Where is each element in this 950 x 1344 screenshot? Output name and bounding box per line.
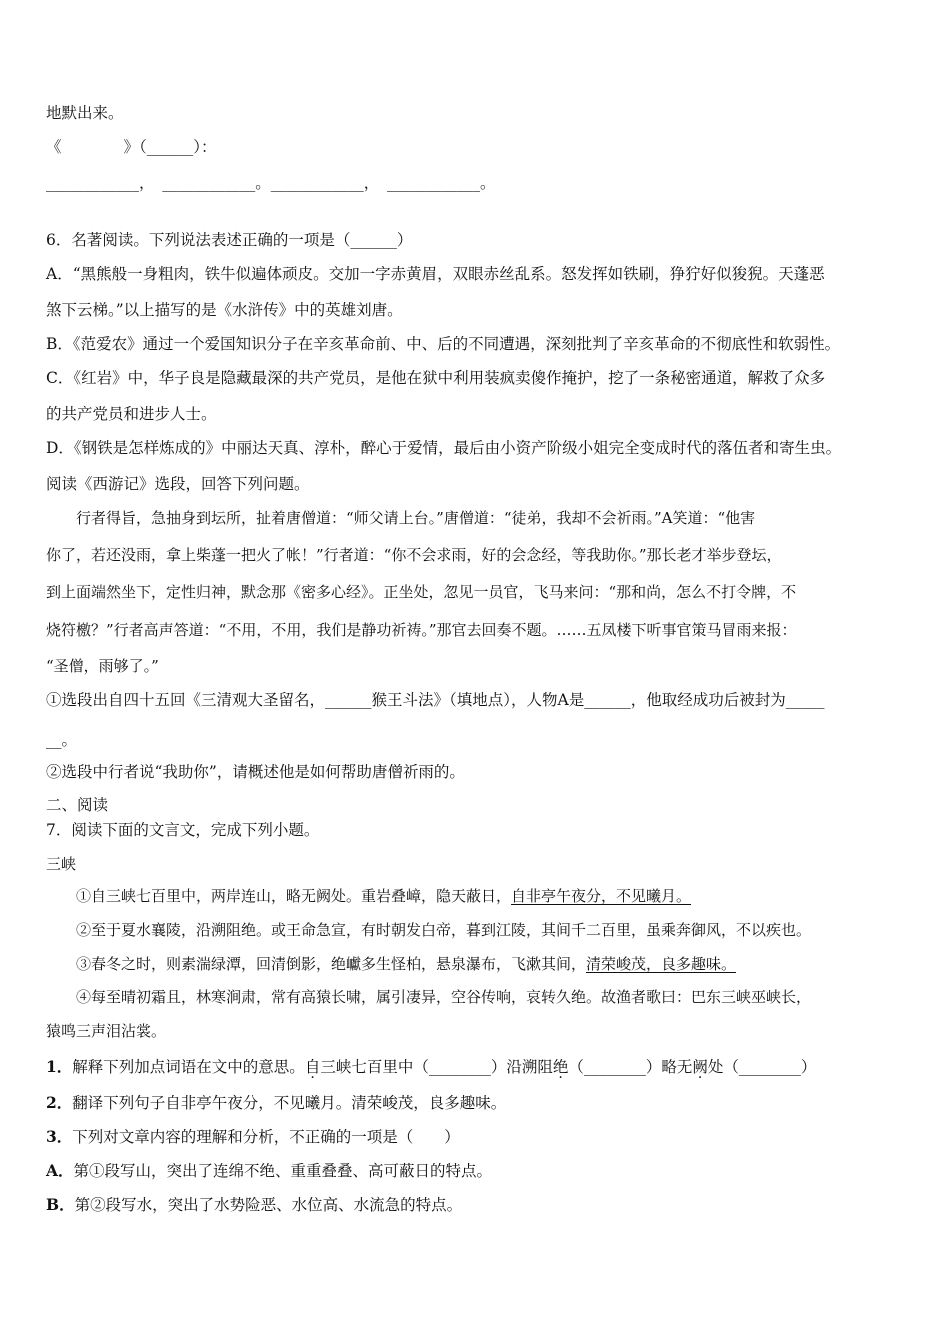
passage-paragraph-3	[46, 954, 736, 974]
exercise-3	[46, 1127, 460, 1147]
option-c: C．《红岩》中，华子良是隐藏最深的共产党员，是他在狱中利用装疯卖傻作掩护，挖了一条秘密通道，解救了众多	[46, 369, 826, 387]
reading-intro: 阅读《西游记》选段，回答下列问题。	[46, 475, 310, 493]
passage-paragraph-2: ②至于夏水襄陵，沿溯阻绝。或王命急宣，有时朝发白帝，暮到江陵，其间千二百里，虽乘奔御风，不以疾也。	[46, 921, 812, 939]
option-c-cont: 的共产党员和进步人士。	[46, 405, 217, 423]
sub-question-1: ①选段出自四十五回《三清观大圣留名，______猴王斗法》（填地点），人物A是______，他取经成功后被封为_____	[46, 691, 825, 709]
option-b: B．《范爱农》通过一个爱国知识分子在辛亥革命前、中、后的不同遭遇，深刻批判了辛亥革命的不彻底性和软弱性。	[46, 335, 841, 353]
passage-line: 你了，若还没雨，拿上柴蓬一把火了帐！”行者道：“你不会求雨，好的会念经，等我助你。”那长老才举步登坛，	[46, 546, 782, 564]
exercise-number: 2．	[46, 1093, 73, 1112]
passage-paragraph-1	[46, 886, 691, 906]
passage-title: 三峡	[46, 855, 77, 873]
dotted-word: 自	[304, 1058, 321, 1076]
option-label: B．	[46, 1195, 75, 1214]
exercise-text: 翻译下列句子自非亭午夜分，不见曦月。清荣峻茂，良多趣味。	[72, 1094, 507, 1112]
fill-blank-line: 《 》（______）：	[46, 138, 217, 156]
passage-paragraph-4: ④每至晴初霜且，林寒涧肃，常有高猿长啸，属引凄异，空谷传响，哀转久绝。故渔者歌曰：巴东三峡巫峡长，	[46, 988, 812, 1006]
passage-line: “圣僧，雨够了。”	[46, 657, 159, 675]
option-text: 第②段写水，突出了水势险恶、水位高、水流急的特点。	[74, 1196, 463, 1214]
option-a-cont: 煞下云梯。”以上描写的是《水浒传》中的英雄刘唐。	[46, 301, 403, 319]
option-label: A．	[46, 1161, 74, 1180]
dotted-word: 绝	[552, 1058, 569, 1076]
exercise-text: 三峡七百里中（________）沿溯阻	[320, 1058, 553, 1076]
passage-line: 到上面端然坐下，定性归神，默念那《密多心经》。正坐处，忽见一员官，飞马来问：“那和尚，怎么不打令牌，不	[46, 583, 797, 601]
exercise-text: 下列对文章内容的理解和分析，不正确的一项是（ ）	[72, 1128, 460, 1146]
exercise-option-a	[46, 1161, 492, 1181]
exercise-text: （________）略无	[568, 1058, 693, 1076]
exercise-number: 1．	[46, 1057, 73, 1076]
passage-line: 烧符檄？”行者高声答道：“不用，不用，我们是静功祈祷。”那官去回奏不题。……五凤楼下听事官策马冒雨来报：	[46, 621, 797, 639]
fill-blank-line: ____________， ____________。____________， ____________。	[46, 174, 496, 192]
option-a: A．“黑熊般一身粗肉，铁牛似遍体顽皮。交加一字赤黄眉，双眼赤丝乱系。怒发挥如铁刷，狰狞好似狻猊。天蓬恶	[46, 265, 825, 283]
paragraph-text: ①自三峡七百里中，两岸连山，略无阙处。重岩叠嶂，隐天蔽日，	[46, 887, 512, 905]
paragraph-text: ③春冬之时，则素湍绿潭，回清倒影，绝巘多生怪柏，悬泉瀑布，飞漱其间，	[46, 955, 587, 973]
question-7: 7．阅读下面的文言文，完成下列小题。	[46, 821, 320, 839]
option-text: 第①段写山，突出了连绵不绝、重重叠叠、高可蔽日的特点。	[73, 1162, 493, 1180]
exercise-option-b	[46, 1195, 462, 1215]
exercise-1	[46, 1057, 816, 1077]
exercise-text: 处（________）	[707, 1058, 817, 1076]
sub-question-2: ②选段中行者说“我助你”，请概述他是如何帮助唐僧祈雨的。	[46, 763, 465, 781]
dotted-word: 阙	[692, 1058, 708, 1076]
section-heading: 二、阅读	[46, 796, 109, 814]
underlined-sentence: 清荣峻茂，良多趣味。	[586, 955, 737, 973]
passage-paragraph-4-cont: 猿鸣三声泪沾裳。	[46, 1022, 167, 1040]
text-line: 地默出来。	[46, 104, 124, 122]
question-6: 6．名著阅读。下列说法表述正确的一项是（______）	[46, 231, 413, 249]
sub-question-1-cont: __。	[46, 731, 78, 749]
exercise-number: 3．	[46, 1127, 73, 1146]
exercise-text: 解释下列加点词语在文中的意思。	[72, 1058, 305, 1076]
option-d: D．《钢铁是怎样炼成的》中丽达天真、淳朴，醉心于爱情，最后由小资产阶级小姐完全变成时代的落伍者和寄生虫。	[46, 439, 842, 457]
underlined-sentence: 自非亭午夜分，不见曦月。	[511, 887, 692, 905]
exercise-2	[46, 1093, 506, 1113]
passage-line: 行者得旨，急抽身到坛所，扯着唐僧道：“师父请上台。”唐僧道：“徒弟，我却不会祈雨。”A笑道：“他害	[46, 509, 756, 527]
